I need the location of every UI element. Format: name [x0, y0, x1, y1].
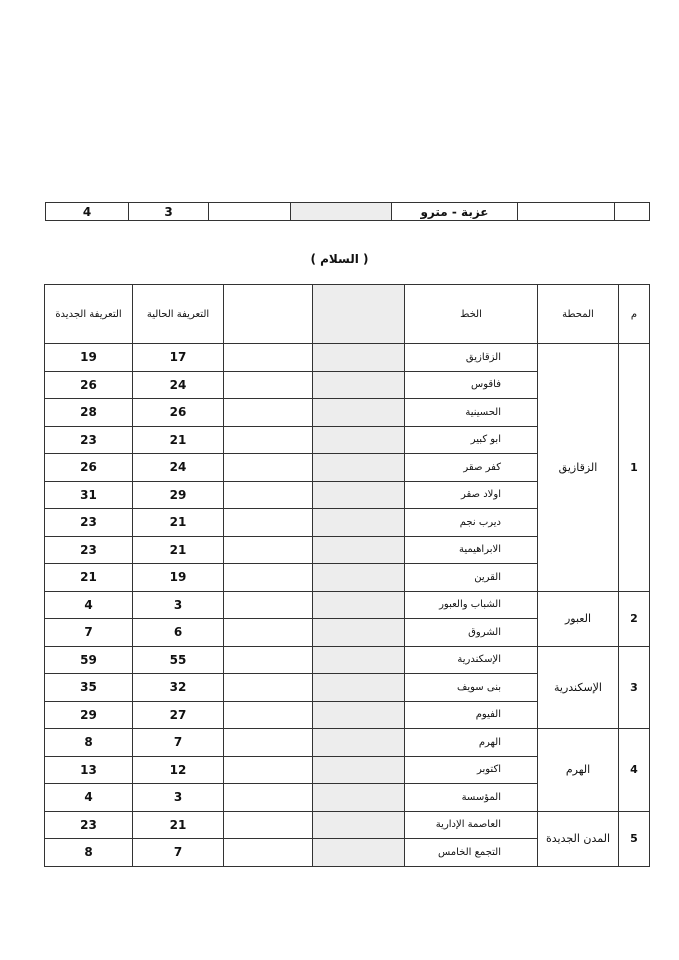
section-title: ( السلام )	[310, 252, 369, 266]
station-cell: العبور	[538, 591, 619, 646]
current-fare-cell: 26	[133, 399, 224, 427]
empty-cell	[224, 619, 313, 647]
empty-cell	[224, 481, 313, 509]
station-cell: الإسكندرية	[538, 646, 619, 729]
empty-cell	[224, 591, 313, 619]
fare-table-body	[45, 344, 650, 867]
current-fare-cell: 29	[133, 481, 224, 509]
new-fare-cell: 23	[45, 509, 133, 537]
empty-cell	[224, 646, 313, 674]
new-fare-cell: 4	[46, 203, 129, 221]
empty-cell	[313, 619, 405, 647]
current-fare-cell: 3	[133, 784, 224, 812]
new-fare-cell: 28	[45, 399, 133, 427]
empty-cell	[224, 564, 313, 592]
index-cell: 1	[619, 344, 650, 592]
empty-cell	[313, 701, 405, 729]
header-empty	[224, 285, 313, 344]
empty-cell	[224, 399, 313, 427]
current-fare-cell: 55	[133, 646, 224, 674]
empty-cell	[224, 509, 313, 537]
index-cell: 2	[619, 591, 650, 646]
empty-cell	[224, 811, 313, 839]
index-cell: 5	[619, 811, 650, 866]
empty-cell	[313, 564, 405, 592]
line-cell: الشباب والعبور	[405, 591, 538, 619]
new-fare-cell: 4	[45, 591, 133, 619]
line-cell: ديرب نجم	[405, 509, 538, 537]
empty-cell	[313, 674, 405, 702]
current-fare-cell: 17	[133, 344, 224, 372]
empty-cell	[313, 399, 405, 427]
new-fare-cell: 59	[45, 646, 133, 674]
empty-cell	[224, 426, 313, 454]
empty-cell	[224, 839, 313, 867]
table-row	[45, 591, 650, 619]
header-index: م	[619, 285, 650, 344]
line-cell: الزقازيق	[405, 344, 538, 372]
new-fare-cell: 23	[45, 426, 133, 454]
empty-cell	[313, 729, 405, 757]
new-fare-cell: 21	[45, 564, 133, 592]
empty-cell	[313, 536, 405, 564]
empty-cell	[291, 203, 392, 221]
line-cell: الفيوم	[405, 701, 538, 729]
line-cell: القرين	[405, 564, 538, 592]
current-fare-cell: 24	[133, 454, 224, 482]
line-cell: اكتوبر	[405, 756, 538, 784]
current-fare-cell: 21	[133, 811, 224, 839]
current-fare-cell: 6	[133, 619, 224, 647]
new-fare-cell: 29	[45, 701, 133, 729]
empty-cell	[313, 371, 405, 399]
line-cell: كفر صقر	[405, 454, 538, 482]
new-fare-cell: 26	[45, 371, 133, 399]
new-fare-cell: 19	[45, 344, 133, 372]
table-row	[45, 729, 650, 757]
empty-cell	[224, 536, 313, 564]
empty-cell	[224, 756, 313, 784]
current-fare-cell: 3	[129, 203, 209, 221]
current-fare-cell: 7	[133, 839, 224, 867]
new-fare-cell: 23	[45, 811, 133, 839]
line-cell: الحسينية	[405, 399, 538, 427]
line-cell: المؤسسة	[405, 784, 538, 812]
line-cell: الشروق	[405, 619, 538, 647]
table-row	[46, 203, 650, 221]
index-cell: 3	[619, 646, 650, 729]
fare-table	[44, 284, 650, 867]
line-cell: بنى سويف	[405, 674, 538, 702]
empty-cell	[224, 371, 313, 399]
table-row	[45, 344, 650, 372]
empty-cell	[224, 701, 313, 729]
header-new-fare: التعريفة الجديدة	[45, 285, 133, 344]
empty-cell	[224, 674, 313, 702]
current-fare-cell: 7	[133, 729, 224, 757]
empty-cell	[224, 454, 313, 482]
current-fare-cell: 32	[133, 674, 224, 702]
empty-cell	[518, 203, 615, 221]
current-fare-cell: 24	[133, 371, 224, 399]
current-fare-cell: 21	[133, 536, 224, 564]
station-cell: الزقازيق	[538, 344, 619, 592]
empty-cell	[313, 756, 405, 784]
empty-cell	[224, 784, 313, 812]
empty-cell	[224, 344, 313, 372]
new-fare-cell: 7	[45, 619, 133, 647]
empty-cell	[313, 839, 405, 867]
line-cell: فاقوس	[405, 371, 538, 399]
line-cell: ابو كبير	[405, 426, 538, 454]
current-fare-cell: 12	[133, 756, 224, 784]
line-cell: الإسكندرية	[405, 646, 538, 674]
empty-cell	[313, 426, 405, 454]
empty-cell	[313, 646, 405, 674]
line-cell: العاصمة الإدارية	[405, 811, 538, 839]
line-cell: الهرم	[405, 729, 538, 757]
empty-cell	[615, 203, 650, 221]
header-current-fare: التعريفة الحالية	[133, 285, 224, 344]
new-fare-cell: 35	[45, 674, 133, 702]
line-cell: عزبة - مترو	[392, 203, 518, 221]
header-line: الخط	[405, 285, 538, 344]
line-cell: التجمع الخامس	[405, 839, 538, 867]
current-fare-cell: 21	[133, 509, 224, 537]
empty-cell	[313, 481, 405, 509]
line-cell: اولاد صقر	[405, 481, 538, 509]
empty-cell	[313, 811, 405, 839]
table-row	[45, 811, 650, 839]
station-cell: الهرم	[538, 729, 619, 812]
new-fare-cell: 8	[45, 839, 133, 867]
current-fare-cell: 19	[133, 564, 224, 592]
empty-cell	[313, 509, 405, 537]
new-fare-cell: 31	[45, 481, 133, 509]
empty-cell	[313, 344, 405, 372]
line-cell: الابراهيمية	[405, 536, 538, 564]
table-row	[45, 646, 650, 674]
new-fare-cell: 23	[45, 536, 133, 564]
empty-cell	[313, 454, 405, 482]
empty-cell	[224, 729, 313, 757]
header-empty	[313, 285, 405, 344]
new-fare-cell: 8	[45, 729, 133, 757]
station-cell: المدن الجديدة	[538, 811, 619, 866]
index-cell: 4	[619, 729, 650, 812]
current-fare-cell: 27	[133, 701, 224, 729]
new-fare-cell: 4	[45, 784, 133, 812]
current-fare-cell: 3	[133, 591, 224, 619]
new-fare-cell: 26	[45, 454, 133, 482]
new-fare-cell: 13	[45, 756, 133, 784]
empty-cell	[313, 591, 405, 619]
top-fare-row-table	[45, 202, 650, 221]
empty-cell	[209, 203, 291, 221]
current-fare-cell: 21	[133, 426, 224, 454]
empty-cell	[313, 784, 405, 812]
table-header-row	[45, 285, 650, 344]
header-station: المحطة	[538, 285, 619, 344]
